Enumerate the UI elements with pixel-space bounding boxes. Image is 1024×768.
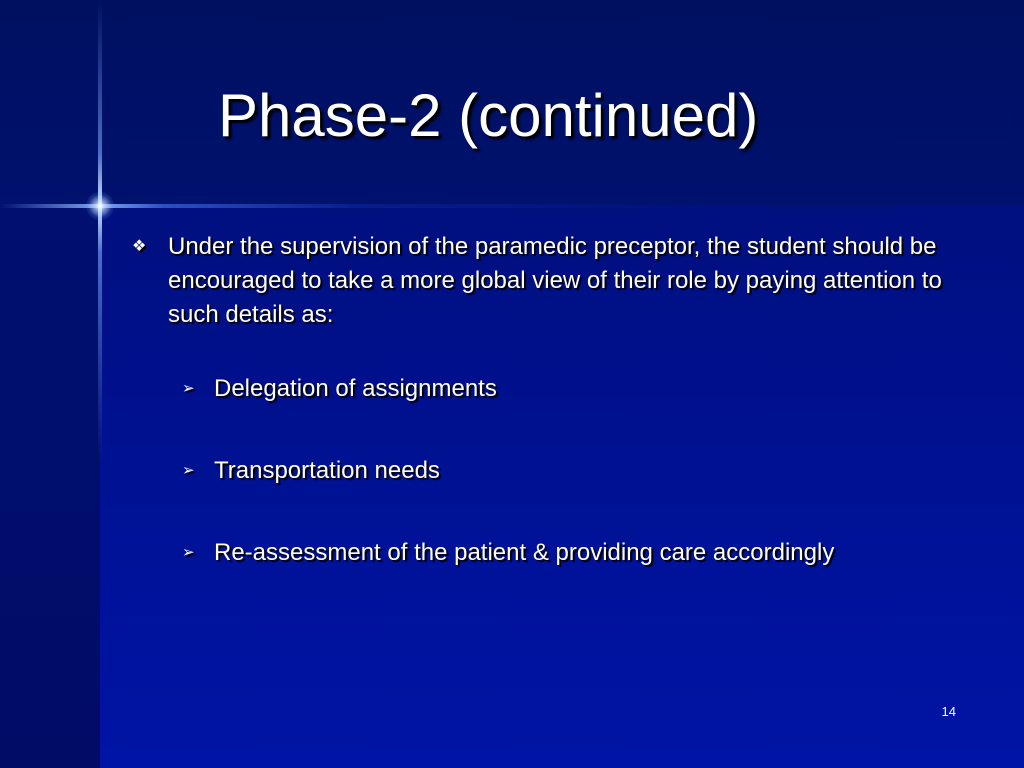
sub-bullet-item: [130, 372, 960, 406]
sparkle-horizontal-line: [0, 204, 1024, 208]
diamond-bullet-icon: ❖: [132, 238, 147, 255]
slide-title: Phase-2 (continued): [218, 82, 759, 149]
left-band: [0, 206, 100, 768]
sub-bullet-text: Re-assessment of the patient & providing care accordingly: [214, 539, 835, 566]
sub-bullet-text: Delegation of assignments: [214, 375, 497, 402]
arrowhead-bullet-icon: ➢: [182, 380, 195, 397]
slide-body: [130, 230, 960, 618]
sub-bullet-list: [130, 372, 960, 570]
sparkle-star-icon: [86, 192, 114, 220]
sub-bullet-item: [130, 454, 960, 488]
sparkle-vertical-line: [98, 0, 102, 768]
slide-number: 14: [941, 704, 956, 719]
main-bullet-text: Under the supervision of the paramedic preceptor, the student should be encouraged to take a more global view of their role by paying attention to such details as:: [168, 233, 942, 328]
arrowhead-bullet-icon: ➢: [182, 544, 195, 561]
sub-bullet-text: Transportation needs: [214, 457, 440, 484]
sub-bullet-item: [130, 536, 960, 570]
main-bullet-point: [130, 230, 960, 332]
arrowhead-bullet-icon: ➢: [182, 462, 195, 479]
